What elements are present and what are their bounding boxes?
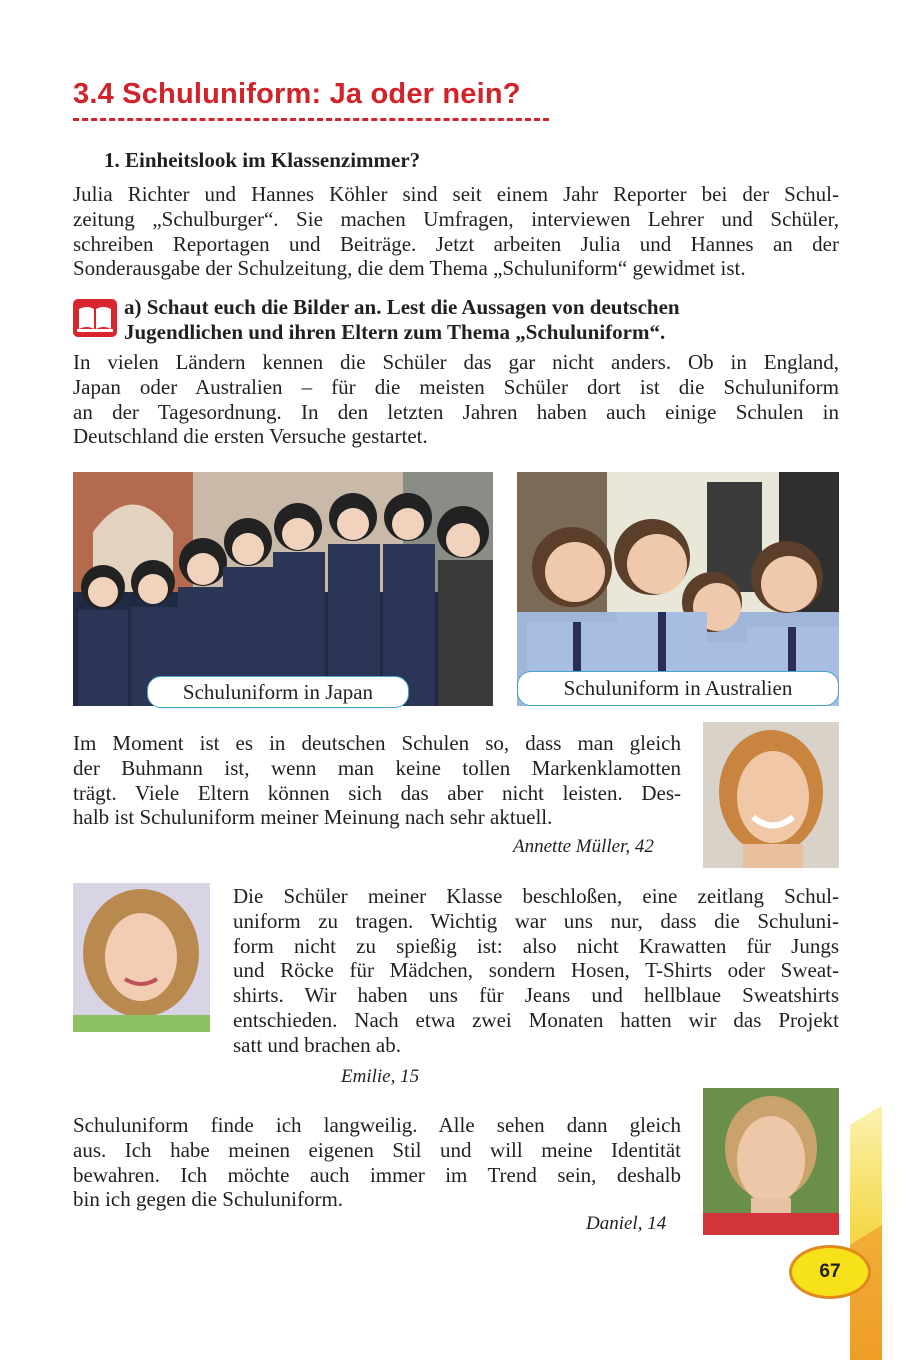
book-icon (73, 299, 117, 337)
section-heading: 1. Einheitslook im Klassenzimmer? (104, 148, 421, 172)
page-number-badge: 67 (789, 1245, 871, 1299)
portrait-emilie (73, 883, 210, 1032)
portrait-annette (703, 722, 839, 868)
author-annette: Annette Müller, 42 (513, 836, 654, 857)
caption-japan: Schuluniform in Japan (147, 676, 409, 708)
context-paragraph: In vielen Ländern kennen die Schüler das gar nicht anders. Ob in England, Japan oder Australien – für die meisten Schüler dort ist die Schuluniform an der Tagesordnung. In den letzten Jahren haben auch einige Schulen in Deutschland die ersten Versuche gestartet. (73, 350, 839, 449)
author-emilie: Emilie, 15 (341, 1066, 420, 1087)
author-daniel: Daniel, 14 (586, 1213, 667, 1234)
intro-paragraph: Julia Richter und Hannes Köhler sind seit einem Jahr Reporter bei der Schul- zeitung „Schulburger“. Sie machen Umfragen, interviewen Lehrer und Schüler, schreiben Reportagen und Beiträge. Jetzt arbeiten Julia und Hannes an der Sonderausgabe der Schulzeitung, die dem Thema „Schuluniform“ gewidmet ist. (73, 182, 839, 281)
task-instruction: a) Schaut euch die Bilder an. Lest die Aussagen von deutschen Jugendlichen und ihren Eltern zum Thema „Schuluniform“. (124, 295, 680, 344)
side-decoration-bar (850, 1105, 882, 1360)
portrait-daniel (703, 1088, 839, 1235)
photo-japan-students (73, 472, 493, 706)
caption-australia: Schuluniform in Australien (517, 671, 839, 706)
quote-annette: Im Moment ist es in deutschen Schulen so, dass man gleich der Buhmann ist, wenn man keine tollen Markenklamotten trägt. Viele Eltern können sich das aber nicht leisten. Des- halb ist Schuluniform meiner Meinung nach sehr aktuell. (73, 731, 681, 830)
page-title: 3.4 Schuluniform: Ja oder nein? (73, 78, 521, 110)
quote-daniel: Schuluniform finde ich langweilig. Alle sehen dann gleich aus. Ich habe meinen eigenen Stil und will meine Identität bewahren. Ich möchte auch immer im Trend sein, deshalb bin ich gegen die Schuluniform. (73, 1113, 681, 1212)
quote-emilie: Die Schüler meiner Klasse beschloßen, eine zeitlang Schul- uniform zu tragen. Wichtig war uns nur, dass die Schuluni- form nicht zu spießig ist: also nicht Krawatten für Jungs und Röcke für Mädchen, sondern Hosen, T-Shirts oder Sweat- shirts. Wir haben uns für Jeans und hellblaue Sweatshirts entschieden. Nach etwa zwei Monaten hatten wir das Projekt satt und brachen ab. (233, 884, 839, 1057)
title-dashed-underline (73, 118, 549, 121)
